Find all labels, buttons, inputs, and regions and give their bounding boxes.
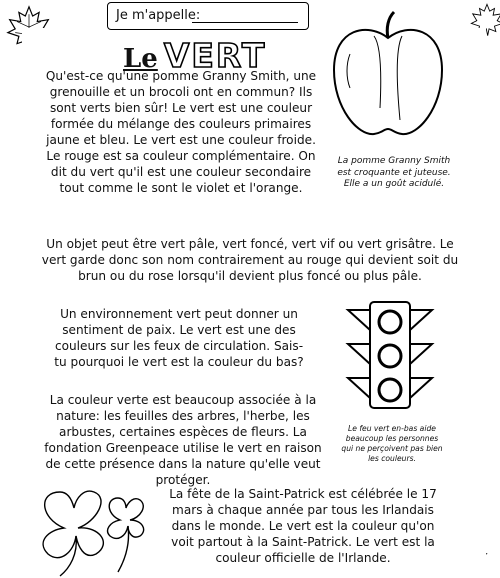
title-word: VERT [163,36,267,75]
name-label: Je m'appelle: [116,8,201,23]
paragraph-4: La couleur verte est beaucoup associée à la nature: les feuilles des arbres, l'herbe, les arbustes, certaines espèces de fleurs. La fondation Greenpeace utilise le vert en raison de cette présence dans la nature qu'elle veut protéger. [44,393,322,487]
traffic-light-icon [344,300,436,412]
traffic-light-caption: Le feu vert en-bas aide beaucoup les personnes qui ne perçoivent pas bien les couleurs. [341,424,443,463]
paragraph-1: Qu'est-ce qu'une pomme Granny Smith, une grenouille et un brocoli ont en commun? Ils sont verts bien sûr! Le vert est une couleur formée du mélange des couleurs primaires jaune et bleu. Le vert est une couleur froide. Le rouge est sa couleur complémentaire. On dit du vert qu'il est une couleur secondaire tout comme le sont le violet et l'orange. [45,69,317,195]
apple-icon [328,8,448,140]
apple-caption: La pomme Granny Smith est croquante et juteuse. Elle a un goût acidulé. [337,156,451,189]
page-title [123,36,267,75]
name-field[interactable] [107,2,309,30]
paragraph-5: La fête de la Saint-Patrick est célébrée le 17 mars à chaque année par tous les Irlandais dans le monde. Le vert est la couleur qu'on voit partout à la Saint-Patrick. Le vert est la couleur officielle de l'Irlande. [169,487,437,565]
paragraph-2: Un objet peut être vert pâle, vert foncé, vert vif ou vert grisâtre. Le vert garde donc son nom contrairement au rouge qui devient soit du brun ou du rose lorsqu'il devient plus foncé ou plus pâle. [41,237,459,283]
name-line [192,22,298,23]
title-prefix: Le [123,44,158,74]
paragraph-3: Un environnement vert peut donner un sentiment de paix. Le vert est une des couleurs sur les feux de circulation. Sais-tu pourquoi le vert est la couleur du bas? [54,307,304,369]
shamrock-icon [30,478,158,578]
